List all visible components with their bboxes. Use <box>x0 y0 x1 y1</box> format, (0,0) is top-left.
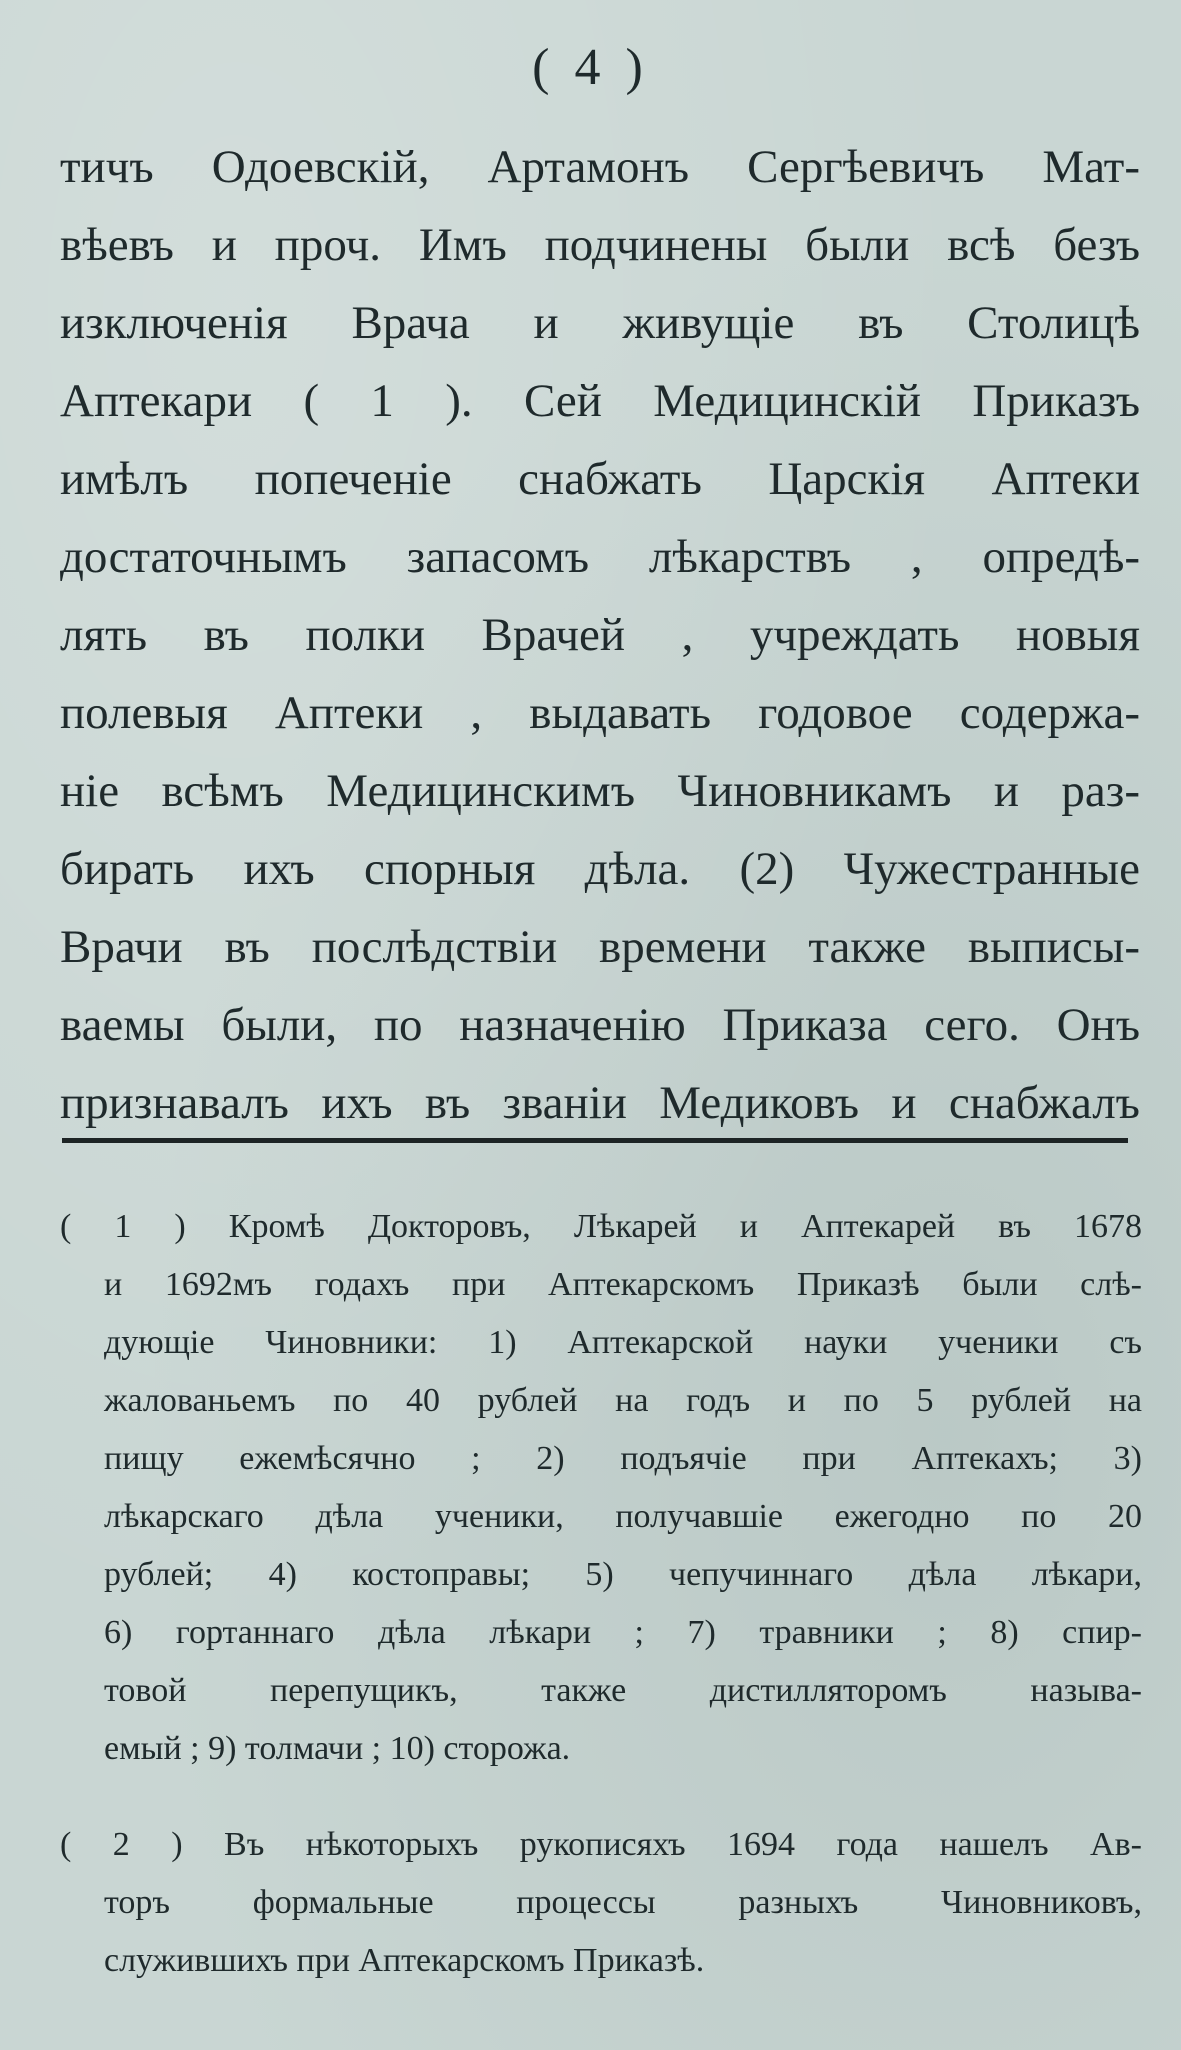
footnote-line: емый ; 9) толмачи ; 10) сторожа. <box>104 1730 571 1767</box>
page-number: ( 4 ) <box>532 39 649 96</box>
text-line: Врачи въ послѣдствіи времени также выписы- <box>60 921 1140 973</box>
footnote-line: ( 1 ) Кромѣ Докторовъ, Лѣкарей и Аптекарей въ 1678 <box>60 1208 1142 1245</box>
footnote-line: 6) гортаннаго дѣла лѣкари ; 7) травники ; 8) спир- <box>104 1614 1142 1651</box>
footnote-line: ( 2 ) Въ нѣкоторыхъ рукописяхъ 1694 года нашелъ Ав- <box>60 1826 1142 1863</box>
text-line: вѣевъ и проч. Имъ подчинены были всѣ безъ <box>60 219 1140 271</box>
text-line: бирать ихъ спорныя дѣла. (2) Чужестранные <box>60 843 1140 895</box>
text-line: полевыя Аптеки , выдавать годовое содержа- <box>60 687 1140 739</box>
text-line: ваемы были, по назначенію Приказа сего. Онъ <box>60 999 1140 1051</box>
footnote-line: товой перепущикъ, также дистилляторомъ называ- <box>104 1672 1142 1709</box>
footnote-2 <box>60 1816 1142 1990</box>
text-line: тичъ Одоевскій, Артамонъ Сергѣевичъ Мат- <box>60 141 1140 193</box>
footnote-line: жалованьемъ по 40 рублей на годъ и по 5 рублей на <box>104 1382 1142 1419</box>
footnote-line: служившихъ при Аптекарскомъ Приказѣ. <box>104 1942 705 1979</box>
footnote-line: лѣкарскаго дѣла ученики, получавшіе ежегодно по 20 <box>104 1498 1142 1535</box>
text-line: лять въ полки Врачей , учреждать новыя <box>60 609 1140 661</box>
footnote-1 <box>60 1198 1142 1778</box>
text-line: имѣлъ попеченіе снабжать Царскія Аптеки <box>60 453 1140 505</box>
text-line: изключенія Врача и живущіе въ Столицѣ <box>60 297 1140 349</box>
text-line: Аптекари ( 1 ). Сей Медицинскій Приказъ <box>60 375 1140 427</box>
footnote-line: и 1692мъ годахъ при Аптекарскомъ Приказѣ были слѣ- <box>104 1266 1142 1303</box>
footnote-line: торъ формальные процессы разныхъ Чиновниковъ, <box>104 1884 1142 1921</box>
text-line: ніе всѣмъ Медицинскимъ Чиновникамъ и раз- <box>60 765 1140 817</box>
text-line: признавалъ ихъ въ званіи Медиковъ и снабжалъ <box>60 1077 1140 1129</box>
text-line: достаточнымъ запасомъ лѣкарствъ , опредѣ- <box>60 531 1140 583</box>
footnote-line: пищу ежемѣсячно ; 2) подъячіе при Аптекахъ; 3) <box>104 1440 1142 1477</box>
footnotes <box>60 1198 1142 1990</box>
footnote-divider <box>62 1138 1128 1143</box>
footnote-line: дующіе Чиновники: 1) Аптекарской науки ученики съ <box>104 1324 1142 1361</box>
main-text <box>60 128 1140 1142</box>
footnote-line: рублей; 4) костоправы; 5) чепучиннаго дѣла лѣкари, <box>104 1556 1142 1593</box>
